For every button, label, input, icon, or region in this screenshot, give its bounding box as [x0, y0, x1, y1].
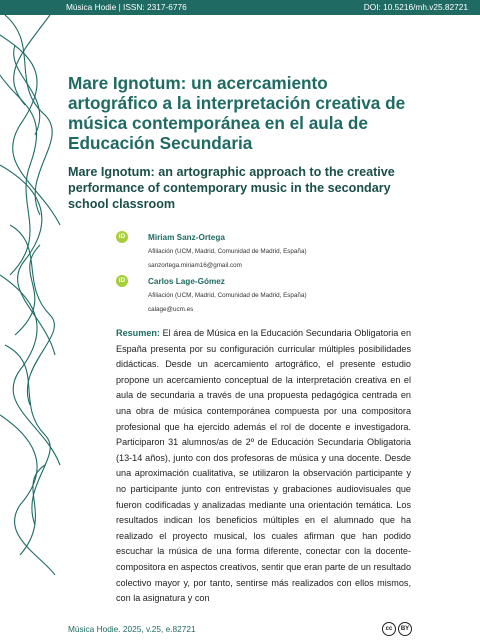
author-affiliation: Afiliación (UCM, Madrid, Comunidad de Madrid, España)	[148, 292, 307, 299]
creative-commons-icon: cc	[382, 622, 396, 636]
author-email[interactable]: calage@ucm.es	[148, 306, 194, 313]
doi-link[interactable]: DOI: 10.5216/mh.v25.82721	[363, 2, 468, 12]
abstract-text: El área de Música en la Educación Secundaria Obligatoria en España presenta por su configuración curricular múltiples posibilidades didácticas. Desde un acercamiento artográfico, el presente estudio propone un acercamiento conceptual de la interpretación creativa en el aula de secundaria a través de una propuesta pedagógica centrada en una obra de música contemporánea compuesta por una compositora profesional que ha ejercido además el rol de docente e investigadora. Participaron 31 alumnos/as de 2º de Educación Secundaria Obligatoria (13-14 años), junto con dos profesoras de música y una docente. Desde una aproximación cualitativa, se utilizaron la observación participante y no participante junto con entrevistas y grabaciones audiovisuales que fueron codificadas y analizadas mediante una orientación temática. Los resultados indican los beneficios múltiples en el alumnado que ha realizado el proyecto musical, los cuales afirman que han podido escuchar la música de una forma diferente, conectar con la docente-compositora en aspectos creativos, sentir que eran parte de un resultado colectivo mayor y, por tanto, sentirse más realizados con ellos mismos, con la asignatura y con	[116, 328, 411, 604]
journal-header-bar	[0, 0, 480, 15]
author-name: Carlos Lage-Gómez	[148, 277, 225, 286]
author-affiliation: Afiliación (UCM, Madrid, Comunidad de Madrid, España)	[148, 248, 307, 255]
abstract-paragraph	[116, 326, 411, 607]
orcid-icon[interactable]: iD	[116, 275, 128, 287]
decorative-curves-graphic	[0, 15, 64, 575]
attribution-icon: BY	[398, 622, 412, 636]
orcid-icon[interactable]: iD	[116, 231, 128, 243]
journal-issn: Música Hodie | ISSN: 2317-6776	[66, 2, 187, 12]
author-block	[118, 232, 408, 270]
article-title-spanish: Mare Ignotum: un acercamiento artográfico a la interpretación creativa de música contemporánea en el aula de Educación Secundaria	[68, 73, 406, 153]
author-name: Miriam Sanz-Ortega	[148, 233, 225, 242]
author-email[interactable]: sanzortega.miriam16@gmail.com	[148, 262, 242, 269]
author-block	[118, 276, 408, 314]
article-title-english: Mare Ignotum: an artographic approach to the creative performance of contemporary music in the secondary school classroom	[68, 165, 395, 211]
abstract-label: Resumen:	[116, 328, 160, 338]
footer-citation: Música Hodie. 2025, v.25, e.82721	[68, 624, 196, 634]
license-badge[interactable]	[382, 620, 414, 638]
